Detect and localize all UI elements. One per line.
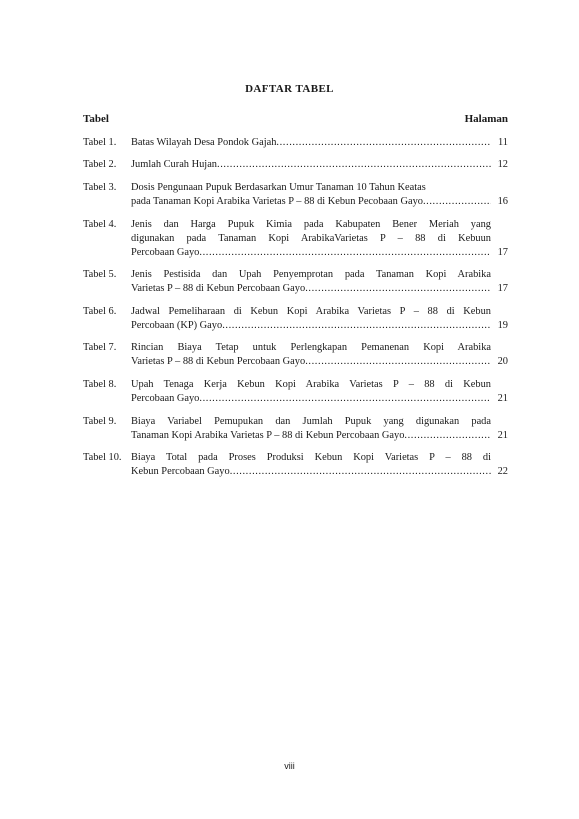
table-caption-line: Biaya Variabel Pemupukan dan Jumlah Pupuk yang digunakan pada xyxy=(131,416,491,427)
dot-leader xyxy=(305,355,491,369)
table-number: Tabel 7. xyxy=(83,342,117,353)
table-caption-line: Jumlah Curah Hujan xyxy=(131,159,217,170)
table-number: Tabel 2. xyxy=(83,159,117,170)
dot-leader xyxy=(230,465,491,479)
page-footer-number: viii xyxy=(284,761,295,771)
table-caption-line: Jenis Pestisida dan Upah Penyemprotan pada Tanaman Kopi Arabika xyxy=(131,269,491,280)
table-caption-line: pada Tanaman Kopi Arabika Varietas P – 88 di Kebun Pecobaan Gayo xyxy=(131,196,423,207)
page-title: DAFTAR TABEL xyxy=(245,83,334,95)
table-caption-line: Dosis Pengunaan Pupuk Berdasarkan Umur Tanaman 10 Tahun Keatas xyxy=(131,182,426,193)
dot-leader xyxy=(423,195,491,209)
page-number: 16 xyxy=(497,196,508,207)
dot-leader xyxy=(222,319,491,333)
page-number: 11 xyxy=(497,137,508,148)
dot-leader xyxy=(276,136,491,150)
table-caption-line: Jadwal Pemeliharaan di Kebun Kopi Arabika Varietas P – 88 di Kebun xyxy=(131,306,491,317)
table-caption-line: Upah Tenaga Kerja Kebun Kopi Arabika Varietas P – 88 di Kebun xyxy=(131,379,491,390)
table-caption-line: Percobaan Gayo xyxy=(131,393,200,404)
table-caption-line: Percobaan (KP) Gayo xyxy=(131,320,223,331)
table-caption-line: digunakan pada Tanaman Kopi ArabikaVarietas P – 88 di Kebuun xyxy=(131,233,491,244)
table-number: Tabel 6. xyxy=(83,306,117,317)
table-number: Tabel 9. xyxy=(83,416,117,427)
table-number: Tabel 3. xyxy=(83,182,117,193)
page-number: 21 xyxy=(497,393,508,404)
table-caption-line: Percobaan Gayo xyxy=(131,247,200,258)
table-number: Tabel 8. xyxy=(83,379,117,390)
table-caption-line: Tanaman Kopi Arabika Varietas P – 88 di Kebun Percobaan Gayo xyxy=(131,430,405,441)
table-caption-line: Jenis dan Harga Pupuk Kimia pada Kabupaten Bener Meriah yang xyxy=(131,219,491,230)
page-number: 22 xyxy=(497,466,508,477)
dot-leader xyxy=(305,282,491,296)
column-header-page: Halaman xyxy=(464,113,508,125)
table-number: Tabel 4. xyxy=(83,219,117,230)
page-number: 21 xyxy=(497,430,508,441)
dot-leader xyxy=(404,429,491,443)
table-number: Tabel 10. xyxy=(83,452,122,463)
table-caption-line: Varietas P – 88 di Kebun Percobaan Gayo xyxy=(131,356,306,367)
table-caption-line: Kebun Percobaan Gayo xyxy=(131,466,230,477)
dot-leader xyxy=(217,158,491,172)
table-caption-line: Batas Wilayah Desa Pondok Gajah xyxy=(131,137,277,148)
page-number: 12 xyxy=(497,159,508,170)
page-number: 17 xyxy=(497,283,508,294)
dot-leader xyxy=(199,246,491,260)
dot-leader xyxy=(199,392,491,406)
table-caption-line: Varietas P – 88 di Kebun Percobaan Gayo xyxy=(131,283,306,294)
page-number: 20 xyxy=(497,356,508,367)
page-number: 19 xyxy=(497,320,508,331)
table-number: Tabel 1. xyxy=(83,137,117,148)
page-number: 17 xyxy=(497,247,508,258)
table-caption-line: Biaya Total pada Proses Produksi Kebun Kopi Varietas P – 88 di xyxy=(131,452,491,463)
table-number: Tabel 5. xyxy=(83,269,117,280)
column-header-table: Tabel xyxy=(83,113,109,125)
table-caption-line: Rincian Biaya Tetap untuk Perlengkapan Pemanenan Kopi Arabika xyxy=(131,342,491,353)
